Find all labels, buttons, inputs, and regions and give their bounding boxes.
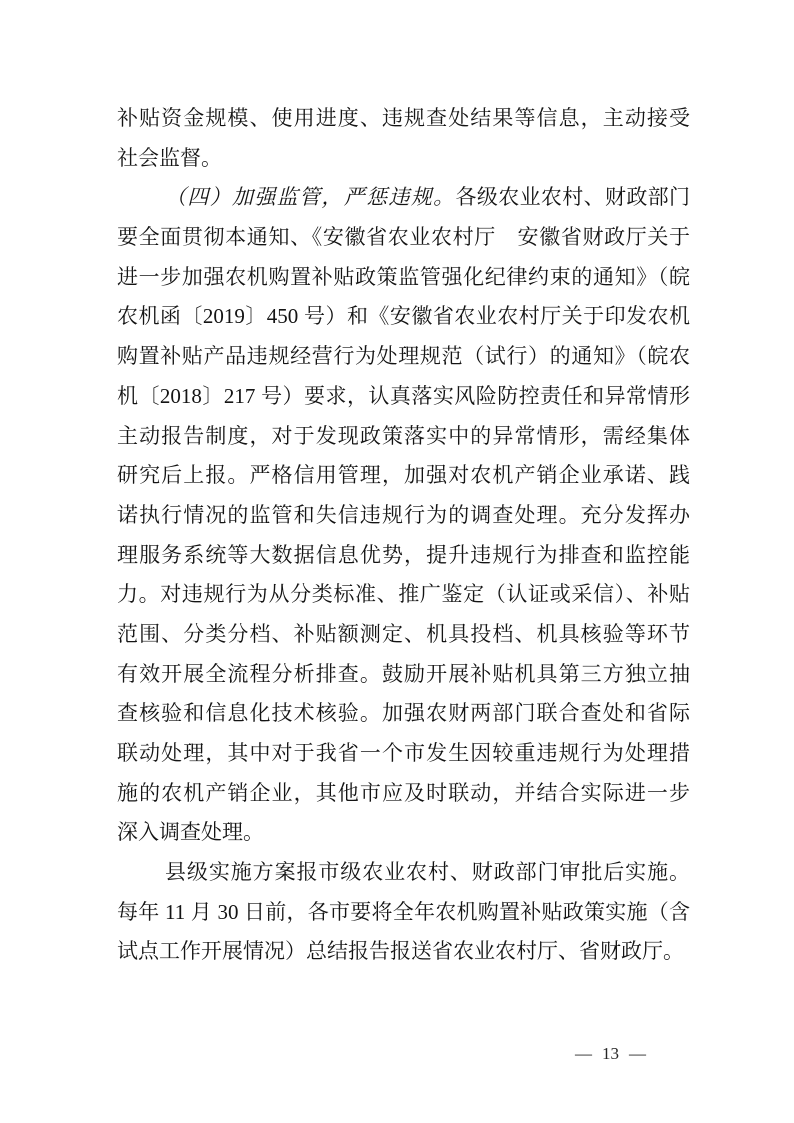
text-line: 范围、分类分档、补贴额测定、机具投档、机具核验等环节 xyxy=(117,621,690,646)
text-line: 力。对违规行为从分类标准、推广鉴定（认证或采信）、补贴 xyxy=(117,582,690,607)
text-line: 每年 11 月 30 日前，各市要将全年农机购置补贴政策实施（含 xyxy=(117,899,690,924)
section-heading-tail: 各级农业农村、财政部门 xyxy=(455,185,690,210)
text-line: 联动处理，其中对于我省一个市发生因较重违规行为处理措 xyxy=(117,741,690,765)
text-line: 社会监督。 xyxy=(117,145,222,170)
text-line: 查核验和信息化技术核验。加强农财两部门联合查处和省际 xyxy=(117,701,690,726)
text-line: 农机函〔2019〕450 号）和《安徽省农业农村厅关于印发农机 xyxy=(117,304,690,329)
text-line: 施的农机产销企业，其他市应及时联动，并结合实际进一步 xyxy=(117,780,690,805)
text-line: 补贴资金规模、使用进度、违规查处结果等信息，主动接受 xyxy=(117,106,690,130)
text-line: 诺执行情况的监管和失信违规行为的调查处理。充分发挥办 xyxy=(117,502,690,527)
page-number-dash-right: — xyxy=(629,1044,646,1063)
text-line xyxy=(117,178,690,218)
text-line: 购置补贴产品违规经营行为处理规范（试行）的通知》（皖农 xyxy=(117,344,690,369)
section-heading: （四）加强监管，严惩违规。 xyxy=(165,185,456,210)
text-line: 县级实施方案报市级农业农村、财政部门审批后实施。 xyxy=(165,860,690,885)
document-body xyxy=(117,99,690,972)
text-line: 主动报告制度，对于发现政策落实中的异常情形，需经集体 xyxy=(117,423,690,448)
text-line: 进一步加强农机购置补贴政策监管强化纪律约束的通知》（皖 xyxy=(117,264,690,289)
text-line: 深入调查处理。 xyxy=(117,820,264,845)
text-line: 机〔2018〕217 号）要求，认真落实风险防控责任和异常情形 xyxy=(117,383,690,408)
text-line: 要全面贯彻本通知、《安徽省农业农村厅 安徽省财政厅关于 xyxy=(117,225,690,250)
text-line: 研究后上报。严格信用管理，加强对农机产销企业承诺、践 xyxy=(117,463,690,488)
page-number-dash-left: — xyxy=(575,1044,592,1063)
text-line: 有效开展全流程分析排查。鼓励开展补贴机具第三方独立抽 xyxy=(117,661,690,686)
text-line: 试点工作开展情况）总结报告报送省农业农村厅、省财政厅。 xyxy=(117,939,684,964)
page-number xyxy=(575,1044,646,1064)
text-line: 理服务系统等大数据信息优势，提升违规行为排查和监控能 xyxy=(117,542,690,567)
page-number-value: 13 xyxy=(602,1044,619,1063)
